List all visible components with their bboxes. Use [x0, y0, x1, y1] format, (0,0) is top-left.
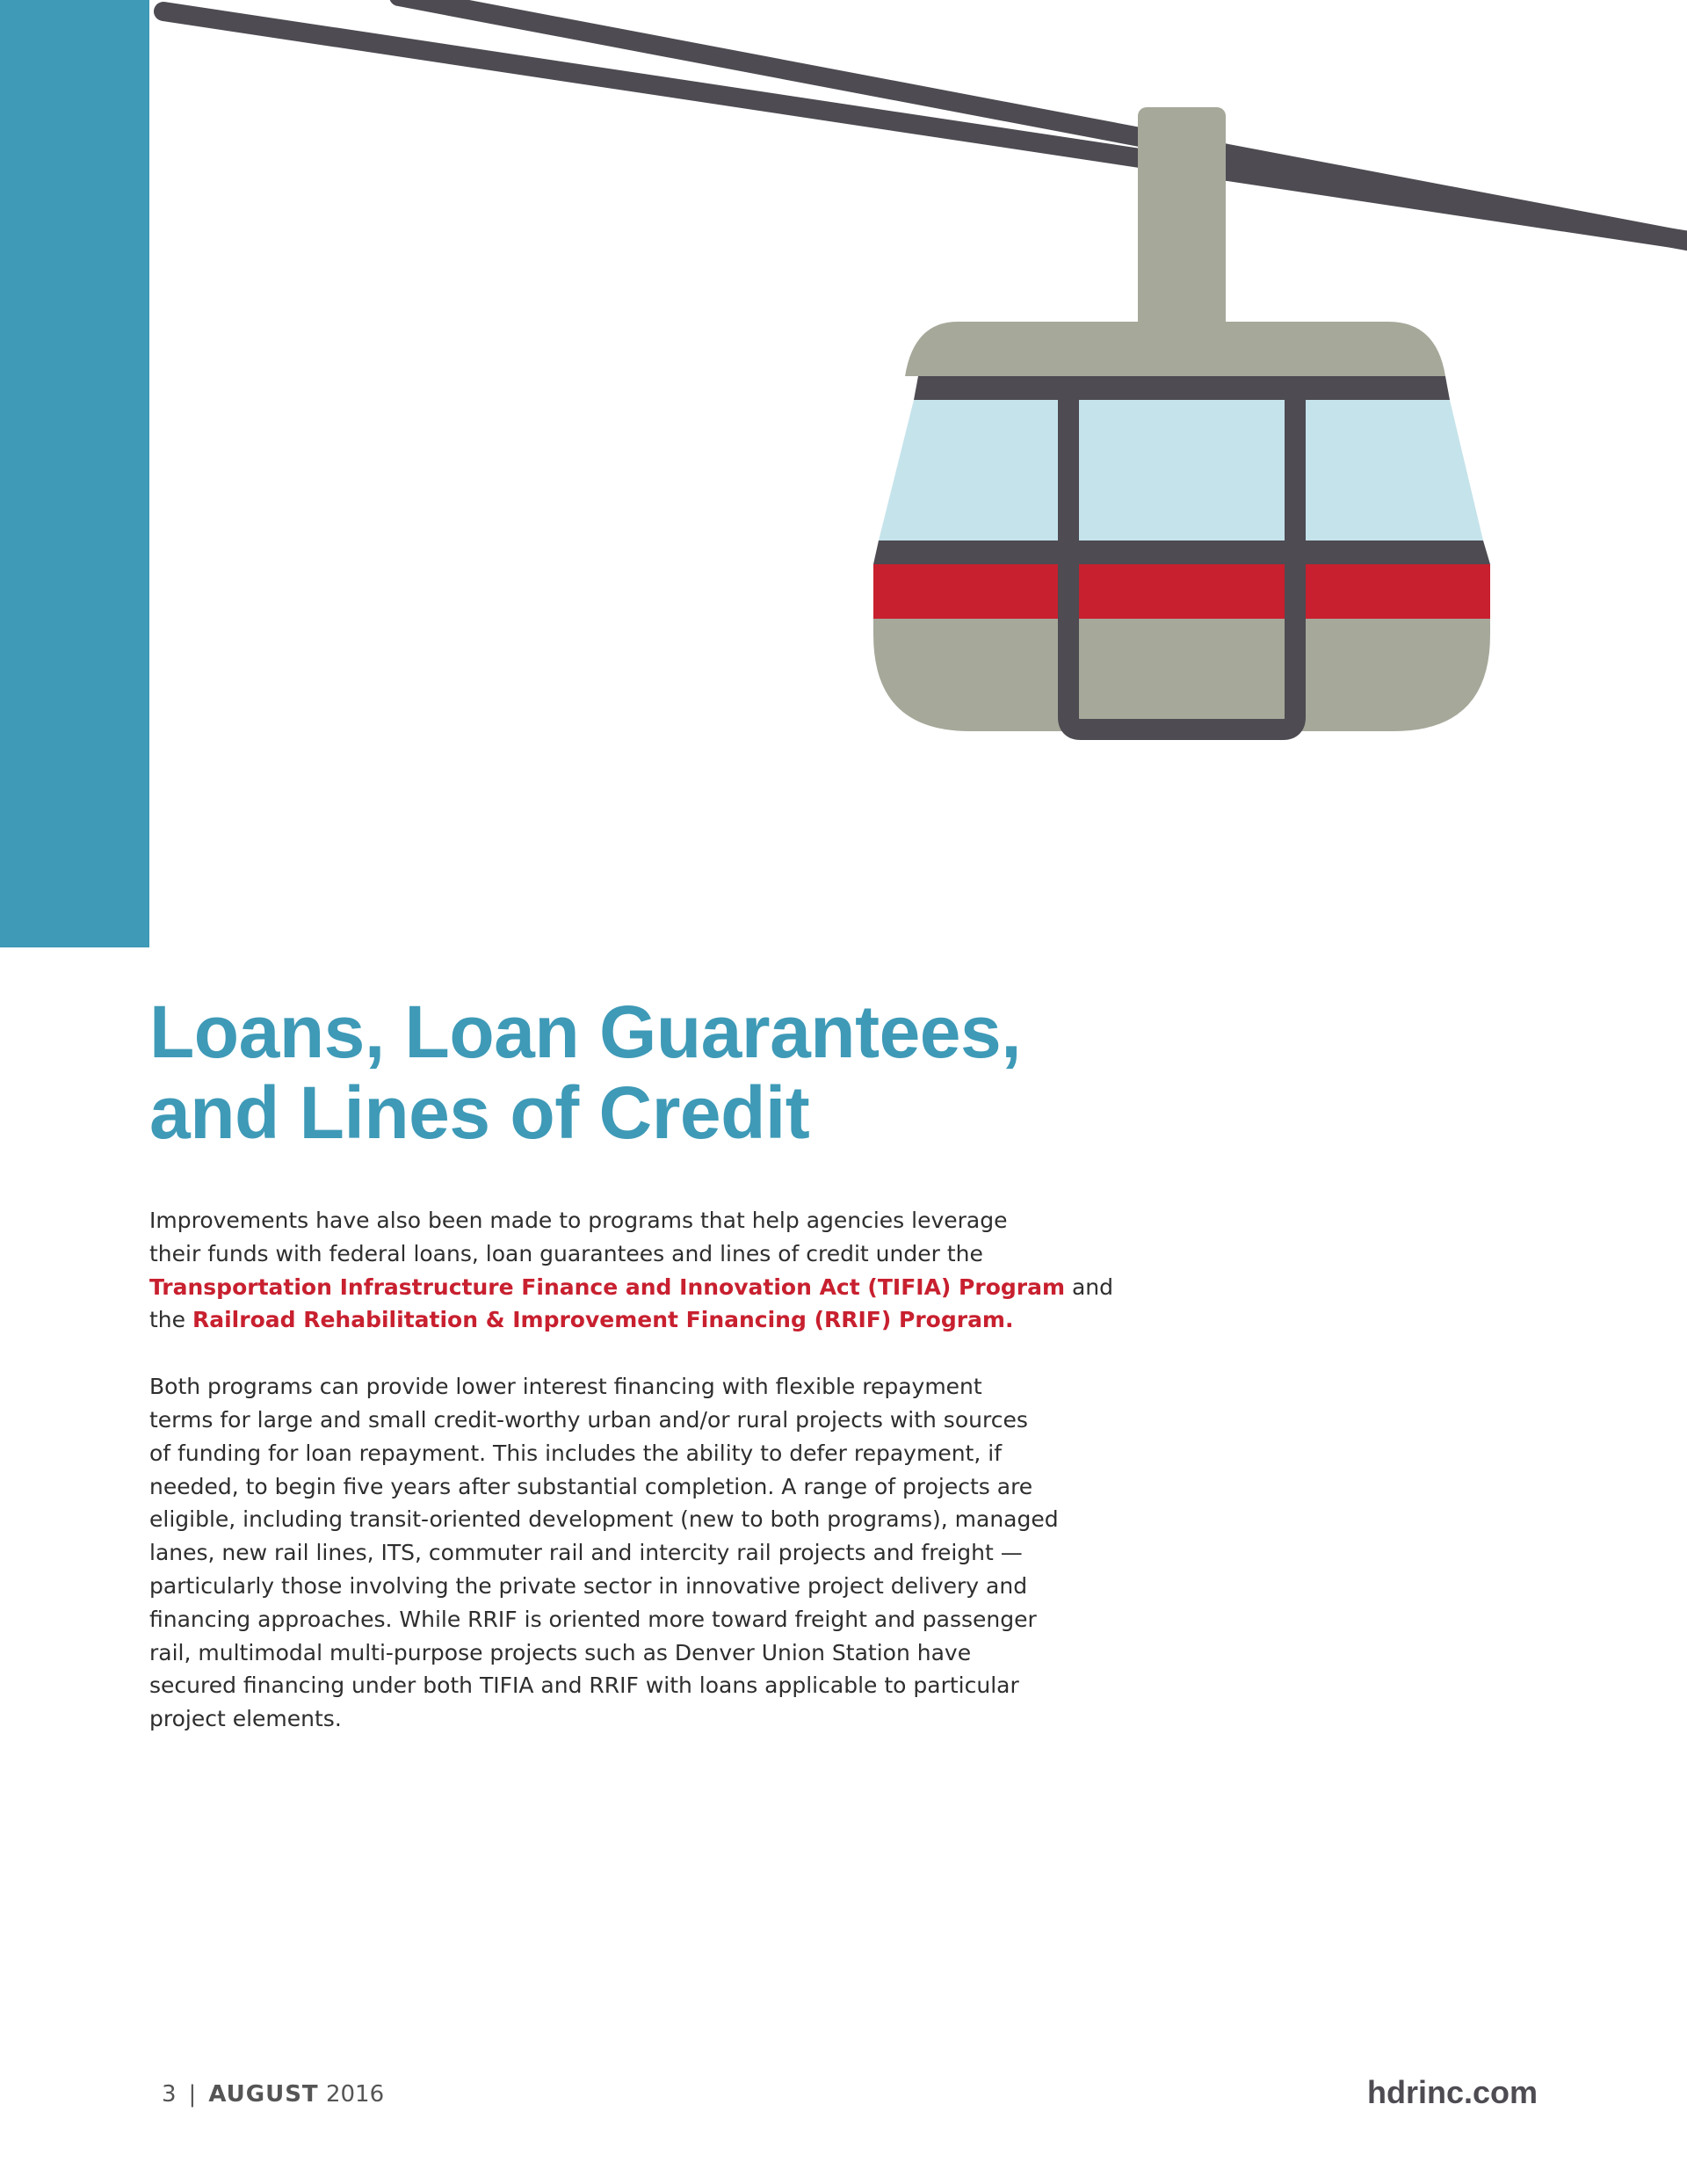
programs-line: terms for large and small credit-worthy urban and/or rural projects with sources — [149, 1406, 1028, 1433]
and-text: and — [1065, 1273, 1114, 1300]
programs-line: Both programs can provide lower interest financing with flexible repayment — [149, 1374, 982, 1400]
programs-paragraph — [149, 1370, 1059, 1736]
tifia-program-link[interactable]: Transportation Infrastructure Finance and Innovation Act (TIFIA) Program — [149, 1273, 1066, 1300]
footer-separator: | — [188, 2081, 197, 2108]
programs-line: project elements. — [149, 1706, 342, 1732]
intro-line-1: Improvements have also been made to programs that help agencies leverage — [149, 1208, 1008, 1233]
page-title-line-2: and Lines of Credit — [149, 1071, 810, 1154]
intro-paragraph — [149, 1204, 1114, 1337]
page-title-line-1: Loans, Loan Guarantees, — [149, 990, 1022, 1073]
intro-line-3 — [149, 1271, 1114, 1304]
issue-year: 2016 — [325, 2081, 385, 2108]
programs-line: financing approaches. While RRIF is oriented more toward freight and passenger — [149, 1606, 1037, 1632]
programs-line: particularly those involving the private sector in innovative project delivery and — [149, 1572, 1028, 1599]
programs-line: eligible, including transit-oriented development (new to both programs), managed — [149, 1506, 1059, 1533]
programs-line: needed, to begin five years after substantial completion. A range of projects are — [149, 1473, 1033, 1499]
intro-line-2: their funds with federal loans, loan guarantees and lines of credit under the — [149, 1240, 983, 1266]
website-link[interactable]: hdrinc.com — [1366, 2074, 1538, 2110]
page-footer-info — [162, 2081, 384, 2108]
page-title — [149, 991, 1116, 1153]
issue-month: AUGUST — [208, 2081, 319, 2108]
page-number: 3 — [162, 2081, 177, 2108]
programs-line: secured financing under both TIFIA and RRIF with loans applicable to particular — [149, 1672, 1019, 1699]
article-body — [149, 1204, 1114, 1769]
the-text: the — [149, 1307, 192, 1333]
programs-line: of funding for loan repayment. This includes the ability to defer repayment, if — [149, 1440, 1002, 1466]
programs-line: lanes, new rail lines, ITS, commuter rail and intercity rail projects and freight — — [149, 1540, 1023, 1566]
rrif-program-link[interactable]: Railroad Rehabilitation & Improvement Financing (RRIF) Program. — [192, 1307, 1014, 1333]
aerial-tramway-gondola-icon — [0, 0, 1687, 947]
intro-line-4 — [149, 1303, 1014, 1337]
programs-line: rail, multimodal multi-purpose projects such as Denver Union Station have — [149, 1639, 972, 1665]
